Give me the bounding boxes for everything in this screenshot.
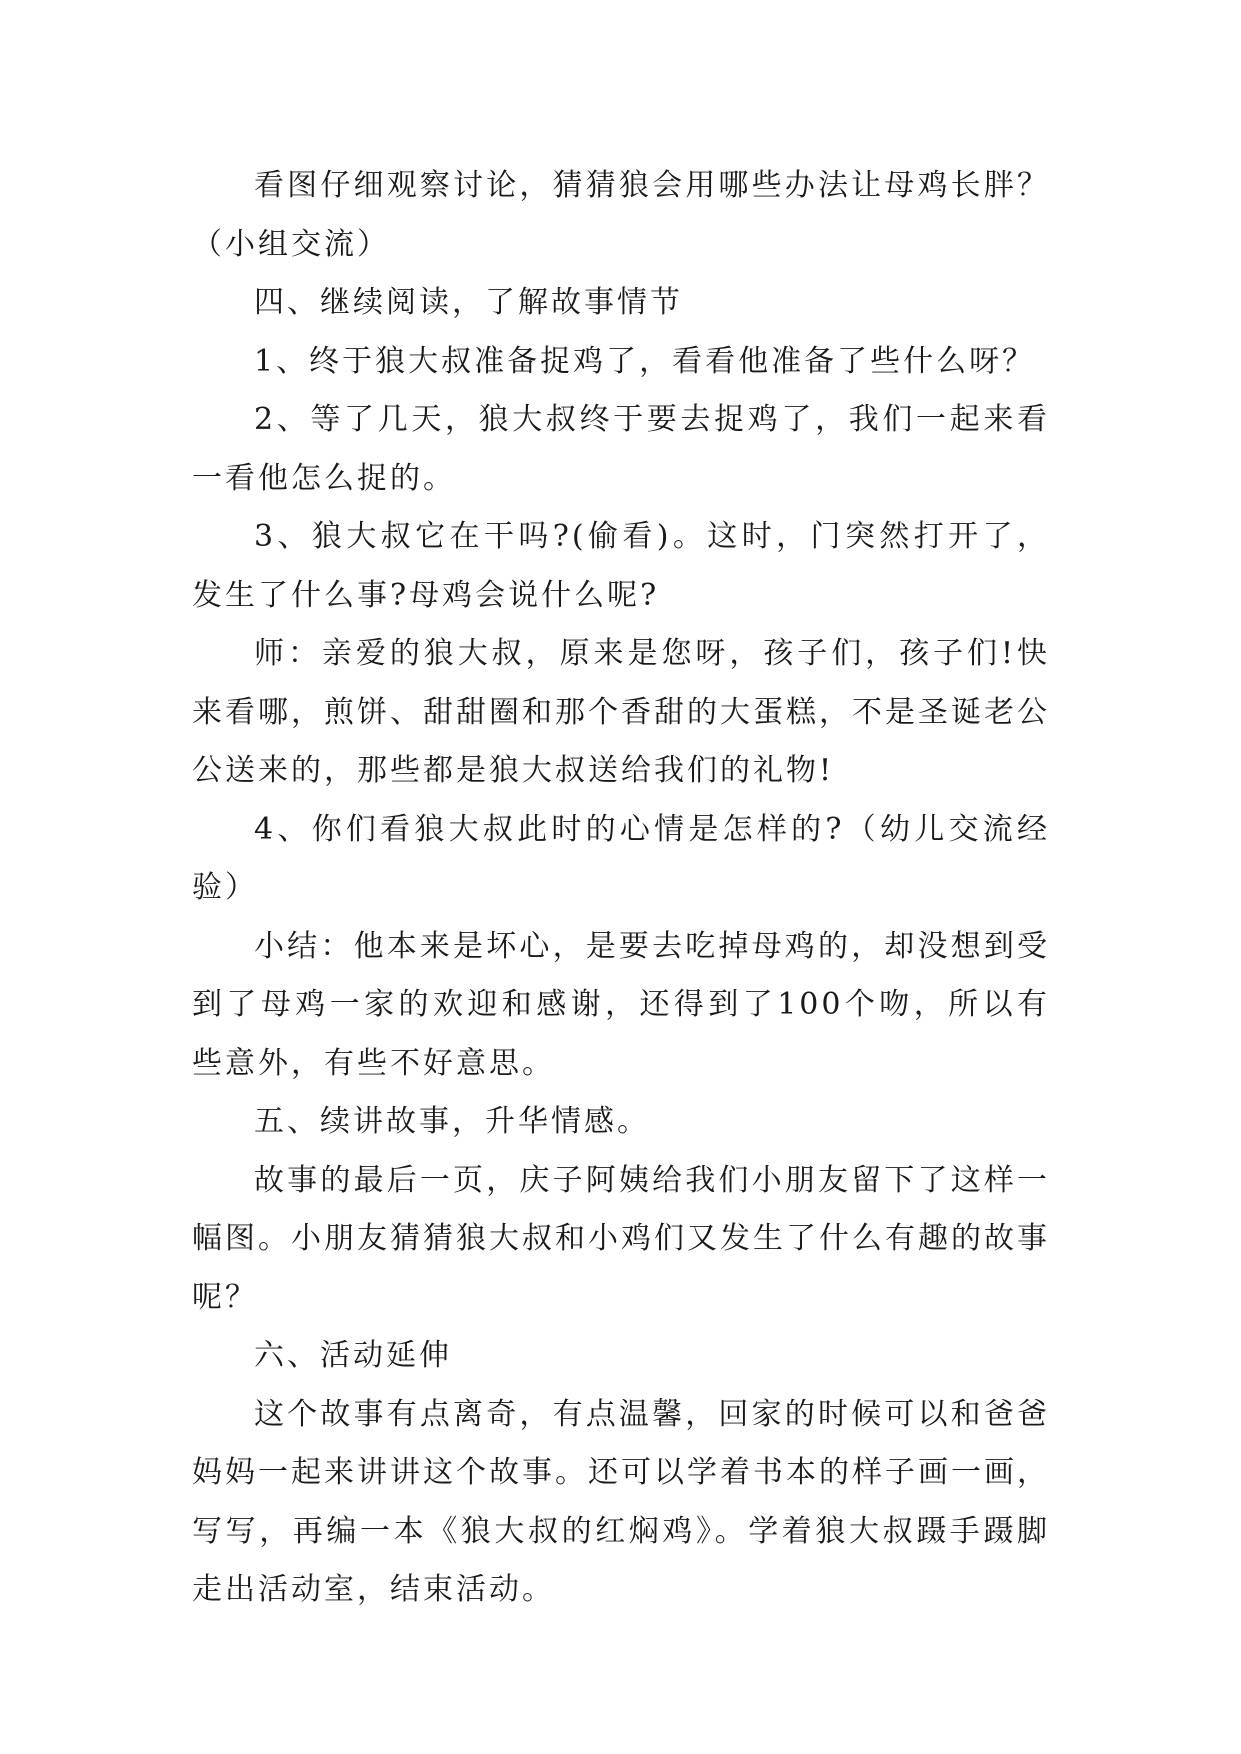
paragraph-summary: 小结：他本来是坏心，是要去吃掉母鸡的，却没想到受到了母鸡一家的欢迎和感谢，还得到了100个吻，所以有些意外，有些不好意思。 — [192, 928, 1050, 1081]
paragraph-last-page: 故事的最后一页，庆子阿姨给我们小朋友留下了这样一幅图。小朋友猜猜狼大叔和小鸡们又发生了什么有趣的故事呢？ — [192, 1162, 1050, 1315]
paragraph-teacher-line: 师：亲爱的狼大叔，原来是您呀，孩子们，孩子们!快来看哪，煎饼、甜甜圈和那个香甜的大蛋糕，不是圣诞老公公送来的，那些都是狼大叔送给我们的礼物! — [192, 636, 1050, 788]
paragraph-extension: 这个故事有点离奇，有点温馨，回家的时候可以和爸爸妈妈一起来讲讲这个故事。还可以学着书本的样子画一画，写写，再编一本《狼大叔的红焖鸡》。学着狼大叔蹑手蹑脚走出活动室，结束活动。 — [192, 1396, 1050, 1607]
paragraph-step-1: 1、终于狼大叔准备捉鸡了，看看他准备了些什么呀？ — [254, 343, 1036, 379]
paragraph-step-2: 2、等了几天，狼大叔终于要去捉鸡了，我们一起来看一看他怎么捉的。 — [192, 402, 1050, 496]
paragraph-step-4: 4、你们看狼大叔此时的心情是怎样的?（幼儿交流经验） — [192, 811, 1050, 905]
heading-section-four: 四、继续阅读，了解故事情节 — [254, 285, 683, 320]
document-body — [192, 157, 1050, 1620]
heading-section-six: 六、活动延伸 — [254, 1338, 452, 1373]
heading-section-five: 五、续讲故事，升华情感。 — [254, 1104, 650, 1139]
paragraph-step-3: 3、狼大叔它在干吗?(偷看)。这时，门突然打开了，发生了什么事?母鸡会说什么呢? — [192, 519, 1050, 613]
paragraph-observe-discuss: 看图仔细观察讨论，猜猜狼会用哪些办法让母鸡长胖？（小组交流） — [192, 168, 1050, 262]
